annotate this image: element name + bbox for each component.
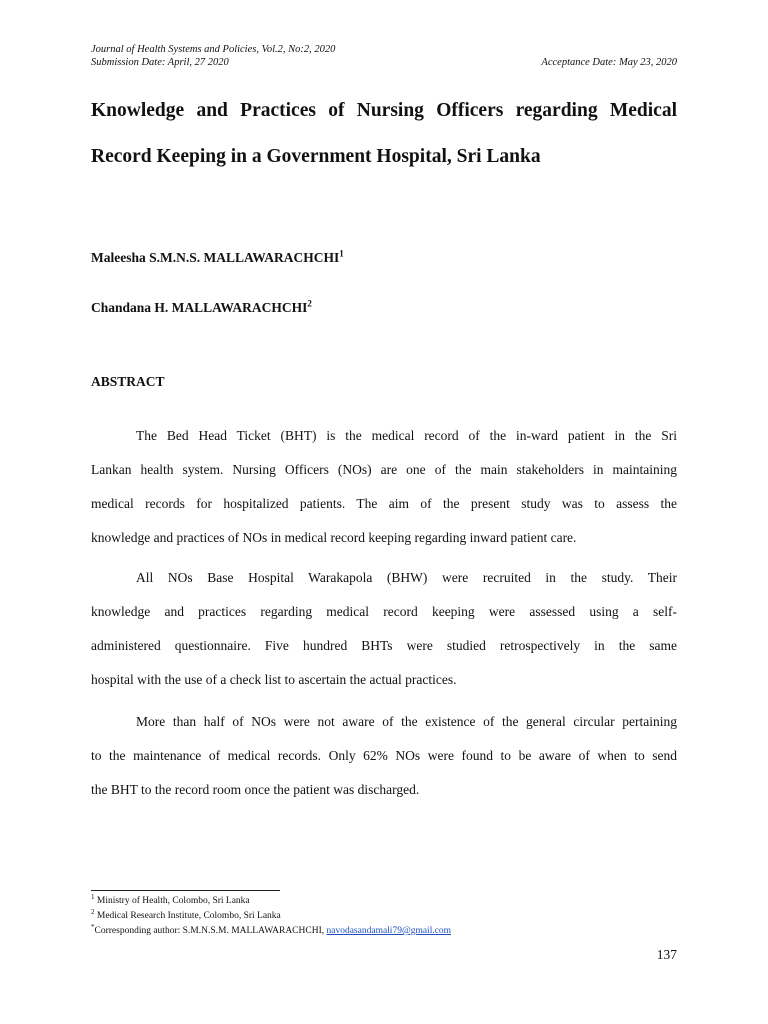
paragraph-line: the BHT to the record room once the patient was discharged. [91,782,420,797]
affiliation-mark: 1 [339,248,344,259]
author-1 [91,250,344,266]
footnote-text: Corresponding author: S.M.N.S.M. MALLAWARACHCHI, [94,926,327,936]
abstract-paragraph-1 [91,419,677,555]
author-name: Chandana H. MALLAWARACHCHI [91,300,308,315]
abstract-paragraph-2 [91,561,677,697]
acceptance-date: Acceptance Date: May 23, 2020 [541,57,677,68]
title-line-1: Knowledge and Practices of Nursing Officers regarding Medical [91,100,677,121]
footnotes [91,894,677,939]
footnote-text: Medical Research Institute, Colombo, Sri Lanka [96,911,281,921]
affiliation-mark: 2 [307,298,312,309]
footnote-corresponding [91,924,677,939]
footnote-divider [91,890,280,891]
journal-header [91,43,677,56]
journal-citation: Journal of Health Systems and Policies, Vol.2, No:2, 2020 [91,44,336,55]
abstract-paragraph-3 [91,705,677,807]
footnote-mark: 1 [91,892,95,901]
email-link[interactable]: navodasandamali79@gmail.com [326,926,452,936]
dates-header [91,56,677,69]
submission-date: Submission Date: April, 27 2020 [91,57,229,68]
paragraph-line: More than half of NOs were not aware of the existence of the general circular pertaining [136,714,677,729]
paragraph-line: All NOs Base Hospital Warakapola (BHW) were recruited in the study. Their [136,570,677,585]
footnote-mark: * [91,922,95,931]
title-line-2: Record Keeping in a Government Hospital, Sri Lanka [91,146,541,167]
paragraph-line: medical records for hospitalized patients. The aim of the present study was to assess the [91,496,677,511]
abstract-heading: ABSTRACT [91,374,165,389]
paragraph-line: to the maintenance of medical records. Only 62% NOs were found to be aware of when to send [91,748,677,763]
paragraph-line: hospital with the use of a check list to ascertain the actual practices. [91,672,457,687]
paper-title [91,88,677,180]
page-number: 137 [656,947,677,962]
footnote-mark: 2 [91,907,95,916]
paragraph-line: Lankan health system. Nursing Officers (NOs) are one of the main stakeholders in maintaining [91,462,677,477]
paragraph-line: The Bed Head Ticket (BHT) is the medical record of the in-ward patient in the Sri [136,428,677,443]
paragraph-line: knowledge and practices regarding medical record keeping were assessed using a self- [91,604,677,619]
paragraph-line: administered questionnaire. Five hundred BHTs were studied retrospectively in the same [91,638,677,653]
footnote-text: Ministry of Health, Colombo, Sri Lanka [96,896,250,906]
author-2 [91,300,312,316]
footnote-2 [91,909,677,924]
author-name: Maleesha S.M.N.S. MALLAWARACHCHI [91,250,340,265]
footnote-1 [91,894,677,909]
paragraph-line: knowledge and practices of NOs in medical record keeping regarding inward patient care. [91,530,577,545]
